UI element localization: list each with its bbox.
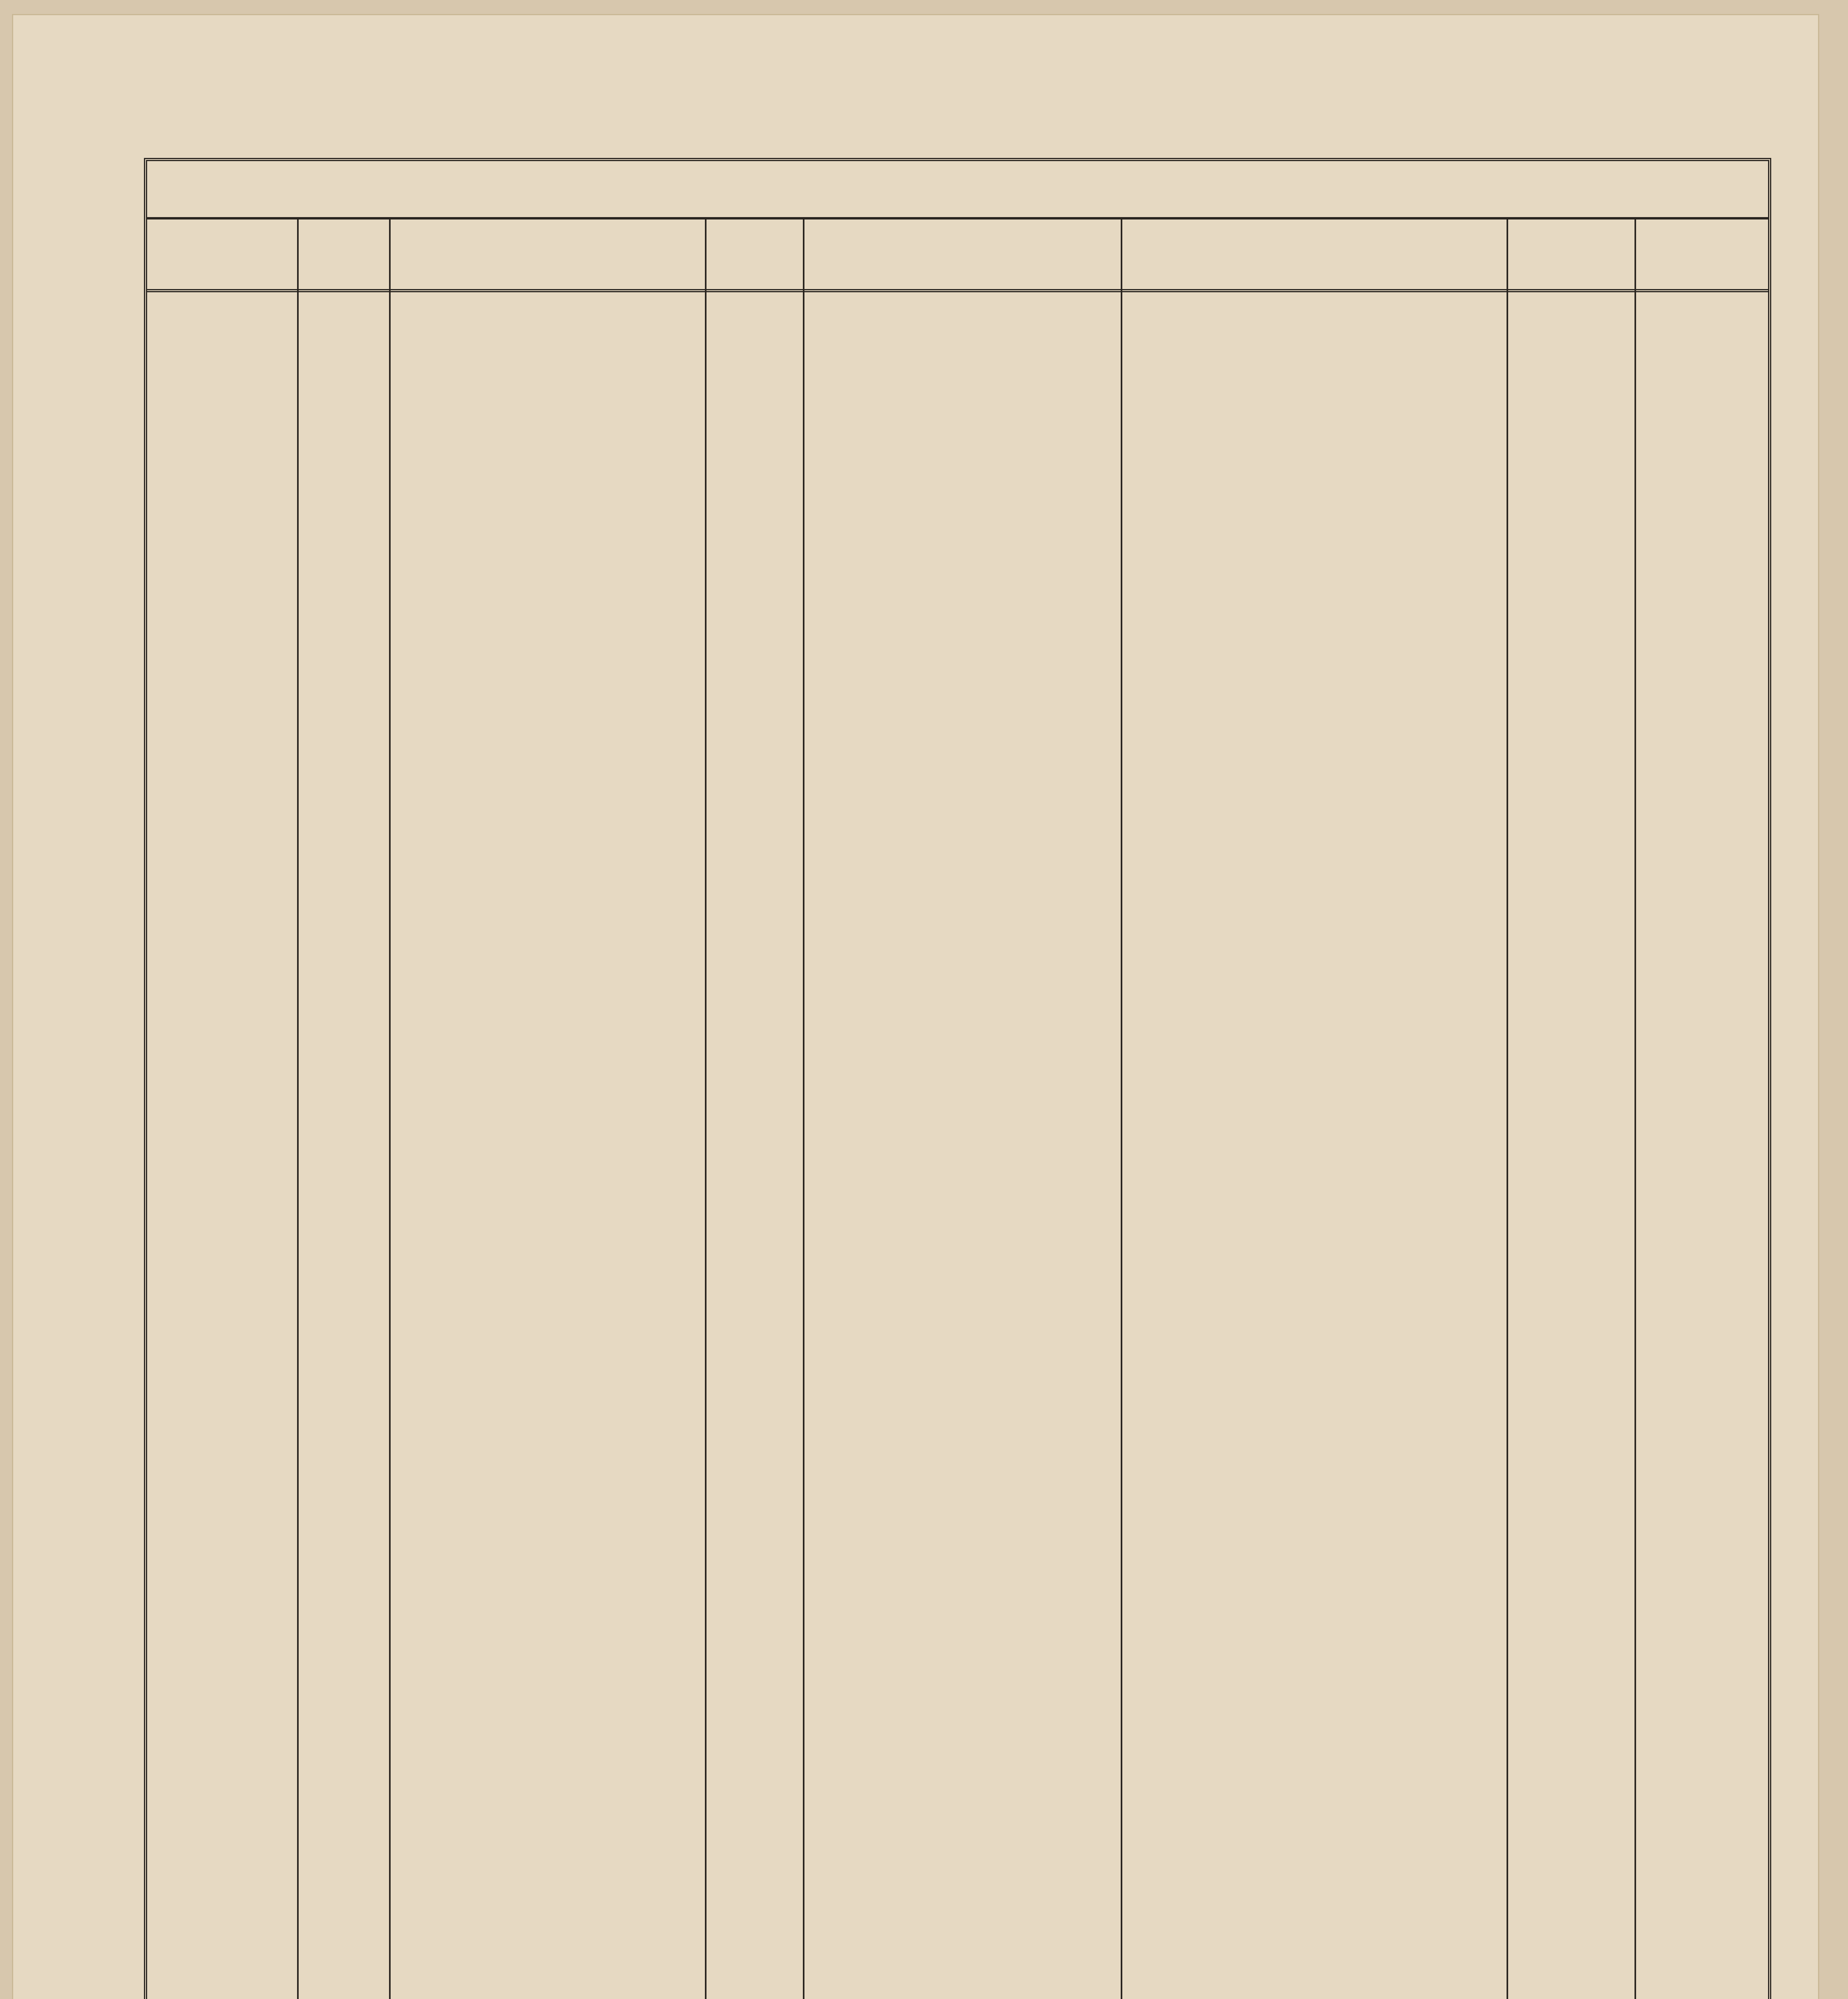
page-header <box>147 161 1768 219</box>
paper-page <box>12 14 1819 1999</box>
quotation-rows <box>147 293 1768 1999</box>
page-frame <box>144 158 1771 1999</box>
